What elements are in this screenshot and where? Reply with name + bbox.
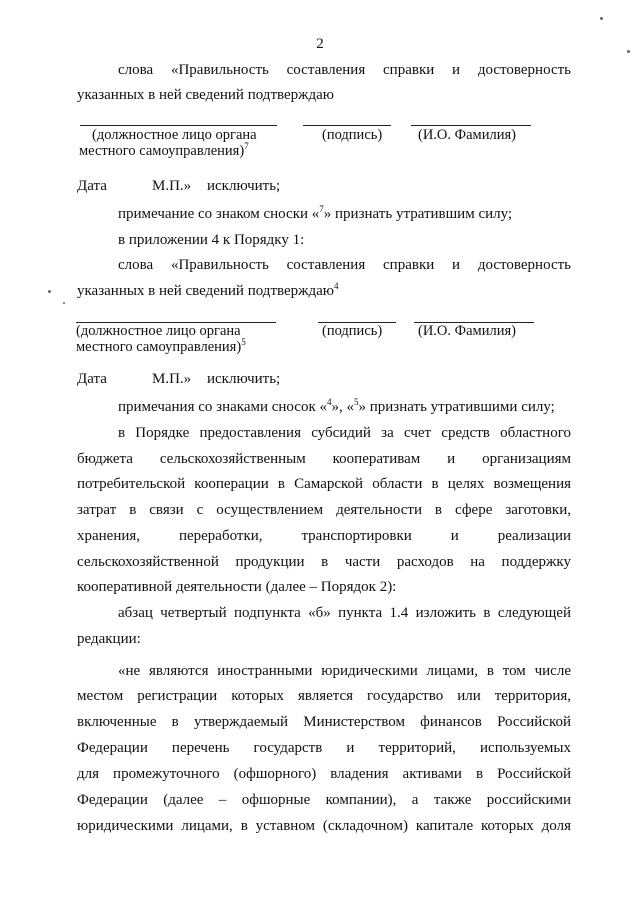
signature-label: (подпись) [322, 127, 383, 143]
signature-label: (подпись) [322, 323, 383, 339]
stamp-label: М.П.» [152, 178, 192, 194]
official-label-line1: (должностное лицо органа [76, 323, 241, 339]
footnote-note-1: примечание со знаком сноски «$^7$» признать утратившим силу; [118, 204, 513, 222]
block2-line2: указанных в ней сведений подтверждаю$^4$ [77, 281, 339, 299]
para-line: затрат в связи с осуществлением деятельности в сфере заготовки, [77, 502, 571, 518]
quote-line: включенные в утверждаемый Министерством финансов Российской [77, 714, 571, 730]
quote-line: Федерации (далее – офшорные компании), а также российскими [77, 792, 571, 808]
date-label: Дата [77, 371, 107, 387]
official-label-line1: (должностное лицо органа [92, 127, 257, 143]
para-line: бюджета сельскохозяйственным кооперативам и организациям [77, 451, 571, 467]
quote-line: Федерации перечень государств и территорий, используемых [77, 740, 571, 756]
page-number: 2 [316, 36, 324, 52]
para-line: хранения, переработки, транспортировки и реализации [77, 528, 571, 544]
quote-line: местом регистрации которых является государство или территория, [77, 688, 571, 704]
para-line: сельскохозяйственной продукции в части расходов на поддержку [77, 554, 571, 570]
date-label: Дата [77, 178, 107, 194]
para-line-last: редакции: [77, 631, 141, 647]
name-label: (И.О. Фамилия) [418, 323, 516, 339]
scan-speck [63, 302, 65, 304]
signature-line-official [80, 125, 277, 126]
para-line: абзац четвертый подпункта «б» пункта 1.4 изложить в следующей [118, 605, 571, 621]
scan-speck [48, 290, 51, 293]
quote-line: юридическими лицами, в уставном (складочном) капитале которых доля [77, 818, 571, 834]
official-label-line2: местного самоуправления)$^5$ [76, 337, 246, 355]
annex-4-heading: в приложении 4 к Порядку 1: [118, 232, 305, 248]
quote-line: для промежуточного (офшорного) владения активами в Российской [77, 766, 571, 782]
name-label: (И.О. Фамилия) [418, 127, 516, 143]
block1-line1: слова «Правильность составления справки и достоверность [118, 62, 571, 78]
exclude-text: исключить; [207, 371, 281, 387]
para-line: в Порядке предоставления субсидий за счет средств областного [118, 425, 571, 441]
signature-line-sign [303, 125, 391, 126]
stamp-label: М.П.» [152, 371, 192, 387]
signature-line-name [411, 125, 531, 126]
scan-speck [600, 17, 603, 20]
para-line-last: кооперативной деятельности (далее – Порядок 2): [77, 579, 397, 595]
exclude-text: исключить; [207, 178, 281, 194]
footnote-note-2: примечания со знаками сносок «$^4$», «$^5$» признать утратившими силу; [118, 397, 555, 415]
official-label-line2: местного самоуправления)$^7$ [79, 141, 249, 159]
block2-line1: слова «Правильность составления справки и достоверность [118, 257, 571, 273]
para-line: потребительской кооперации в Самарской области в целях возмещения [77, 476, 571, 492]
quote-line: «не являются иностранными юридическими лицами, в том числе [118, 663, 571, 679]
block1-line2: указанных в ней сведений подтверждаю [77, 87, 335, 103]
